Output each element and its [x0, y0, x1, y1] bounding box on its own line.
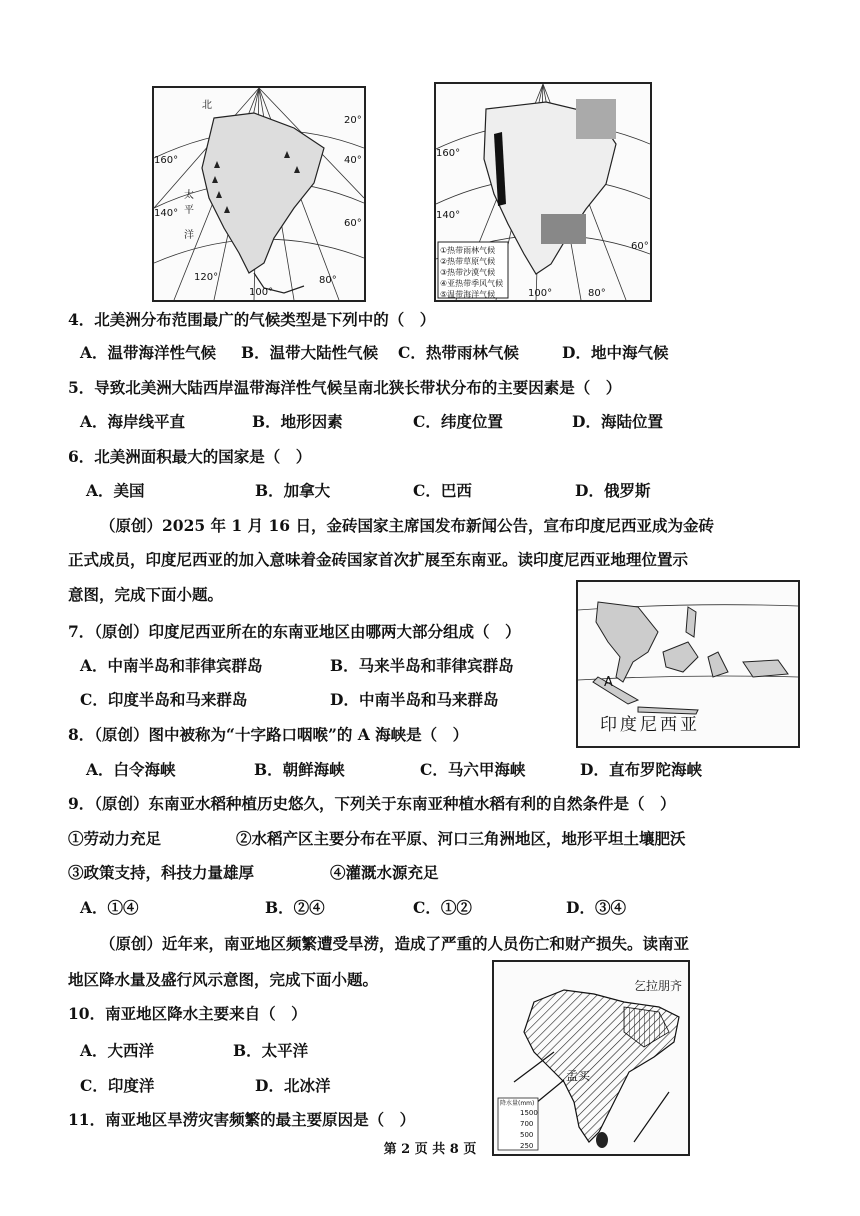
map1-label-40: 40° — [344, 155, 362, 166]
q6-option-a[interactable]: A．美国 — [86, 481, 145, 500]
north-america-climate-map — [434, 82, 652, 302]
map2-label-160: 160° — [436, 148, 461, 159]
map2-legend-4: ④亚热带季风气候 — [440, 279, 504, 288]
q10-option-b[interactable]: B．太平洋 — [233, 1041, 309, 1060]
north-america-map-1 — [152, 86, 366, 302]
q9-item-1: ①劳动力充足 — [68, 829, 162, 848]
q8-option-a[interactable]: A．白令海峡 — [86, 760, 176, 779]
q8-option-b[interactable]: B．朝鲜海峡 — [254, 760, 345, 779]
q9-option-b[interactable]: B．②④ — [265, 898, 325, 917]
map1-label-bei: 北 — [202, 100, 212, 111]
passage1-line1: （原创）2025 年 1 月 16 日，金砖国家主席国发布新闻公告，宣布印度尼西亚成为金砖 — [100, 516, 714, 535]
q5-option-a[interactable]: A．海岸线平直 — [80, 412, 186, 431]
question-11: 11．南亚地区旱涝灾害频繁的最主要原因是（ ） — [68, 1110, 416, 1129]
city-mumbai: 孟买 — [566, 1069, 591, 1083]
map2-legend-1: ①热带雨林气候 — [440, 246, 496, 255]
map1-label-120: 120° — [194, 272, 219, 283]
q9-item-4: ④灌溉水源充足 — [330, 863, 439, 882]
question-8: 8．（原创）图中被称为“十字路口咽喉”的 A 海峡是（ ） — [68, 725, 469, 744]
map1-label-100: 100° — [249, 287, 274, 298]
map1-label-20: 20° — [344, 115, 362, 126]
map1-label-ping: 平 — [184, 205, 194, 216]
question-10: 10．南亚地区降水主要来自（ ） — [68, 1004, 307, 1023]
q9-item-3: ③政策支持，科技力量雄厚 — [68, 863, 255, 882]
map2-label-100: 100° — [528, 288, 553, 299]
passage1-line3: 意图，完成下面小题。 — [68, 585, 224, 604]
q7-option-c[interactable]: C．印度半岛和马来群岛 — [80, 690, 248, 709]
map2-label-60b: 60° — [631, 241, 649, 252]
map1-label-160: 160° — [154, 155, 179, 166]
q9-option-c[interactable]: C．①② — [413, 898, 472, 917]
q6-option-b[interactable]: B．加拿大 — [255, 481, 331, 500]
passage2-line1: （原创）近年来，南亚地区频繁遭受旱涝，造成了严重的人员伤亡和财产损失。读南亚 — [100, 934, 690, 953]
indonesia-map-title: 印度尼西亚 — [600, 715, 700, 735]
sa-legend-1500: 1500 — [520, 1109, 538, 1117]
indonesia-location-map — [576, 580, 800, 748]
q10-option-d[interactable]: D．北冰洋 — [255, 1076, 331, 1095]
map1-label-60: 60° — [344, 218, 362, 229]
map1-label-80: 80° — [319, 275, 337, 286]
map2-legend-5: ⑤温带海洋气候 — [440, 290, 496, 299]
sa-legend-title: 降水量(mm) — [500, 1100, 535, 1107]
q7-option-b[interactable]: B．马来半岛和菲律宾群岛 — [330, 656, 514, 675]
q10-option-c[interactable]: C．印度洋 — [80, 1076, 155, 1095]
q5-option-c[interactable]: C．纬度位置 — [413, 412, 503, 431]
map2-legend-3: ③热带沙漠气候 — [440, 268, 496, 277]
q6-option-d[interactable]: D．俄罗斯 — [575, 481, 651, 500]
q9-item-2: ②水稻产区主要分布在平原、河口三角洲地区，地形平坦土壤肥沃 — [236, 829, 686, 848]
map1-label-140: 140° — [154, 208, 179, 219]
sa-legend-700: 700 — [520, 1120, 534, 1128]
q5-option-d[interactable]: D．海陆位置 — [572, 412, 663, 431]
page-footer: 第 2 页 共 8 页 — [383, 1142, 477, 1157]
passage1-line2: 正式成员，印度尼西亚的加入意味着金砖国家首次扩展至东南亚。读印度尼西亚地理位置示 — [68, 550, 689, 569]
sa-legend-500: 500 — [520, 1131, 534, 1139]
map2-label-80: 80° — [588, 288, 606, 299]
q4-option-d[interactable]: D．地中海气候 — [562, 343, 669, 362]
map2-label-140: 140° — [436, 210, 461, 221]
q5-option-b[interactable]: B．地形因素 — [252, 412, 343, 431]
q4-option-a[interactable]: A．温带海洋性气候 — [80, 343, 217, 362]
map1-label-tai: 太 — [184, 190, 194, 201]
question-4: 4．北美洲分布范围最广的气候类型是下列中的（ ） — [68, 310, 436, 329]
q10-option-a[interactable]: A．大西洋 — [80, 1041, 155, 1060]
city-cherrapunji: 乞拉朋齐 — [634, 979, 683, 993]
question-6: 6．北美洲面积最大的国家是（ ） — [68, 447, 312, 466]
q8-option-d[interactable]: D．直布罗陀海峡 — [580, 760, 702, 779]
strait-a-label: A — [604, 675, 613, 690]
q4-option-b[interactable]: B．温带大陆性气候 — [241, 343, 379, 362]
q4-option-c[interactable]: C．热带雨林气候 — [398, 343, 519, 362]
map1-label-yang: 洋 — [184, 230, 194, 241]
q7-option-a[interactable]: A．中南半岛和菲律宾群岛 — [80, 656, 263, 675]
question-9: 9．（原创）东南亚水稻种植历史悠久，下列关于东南亚种植水稻有利的自然条件是（ ） — [68, 794, 676, 813]
sa-legend-250: 250 — [520, 1142, 534, 1150]
map2-legend-2: ②热带草原气候 — [440, 257, 496, 266]
q7-option-d[interactable]: D．中南半岛和马来群岛 — [330, 690, 499, 709]
q9-option-a[interactable]: A．①④ — [80, 898, 139, 917]
q9-option-d[interactable]: D．③④ — [566, 898, 626, 917]
q8-option-c[interactable]: C．马六甲海峡 — [420, 760, 526, 779]
question-5: 5．导致北美洲大陆西岸温带海洋性气候呈南北狭长带状分布的主要因素是（ ） — [68, 378, 622, 397]
question-7: 7．（原创）印度尼西亚所在的东南亚地区由哪两大部分组成（ ） — [68, 622, 521, 641]
south-asia-rainfall-map — [492, 960, 690, 1156]
passage2-line2: 地区降水量及盛行风示意图，完成下面小题。 — [68, 970, 379, 989]
q6-option-c[interactable]: C．巴西 — [413, 481, 472, 500]
